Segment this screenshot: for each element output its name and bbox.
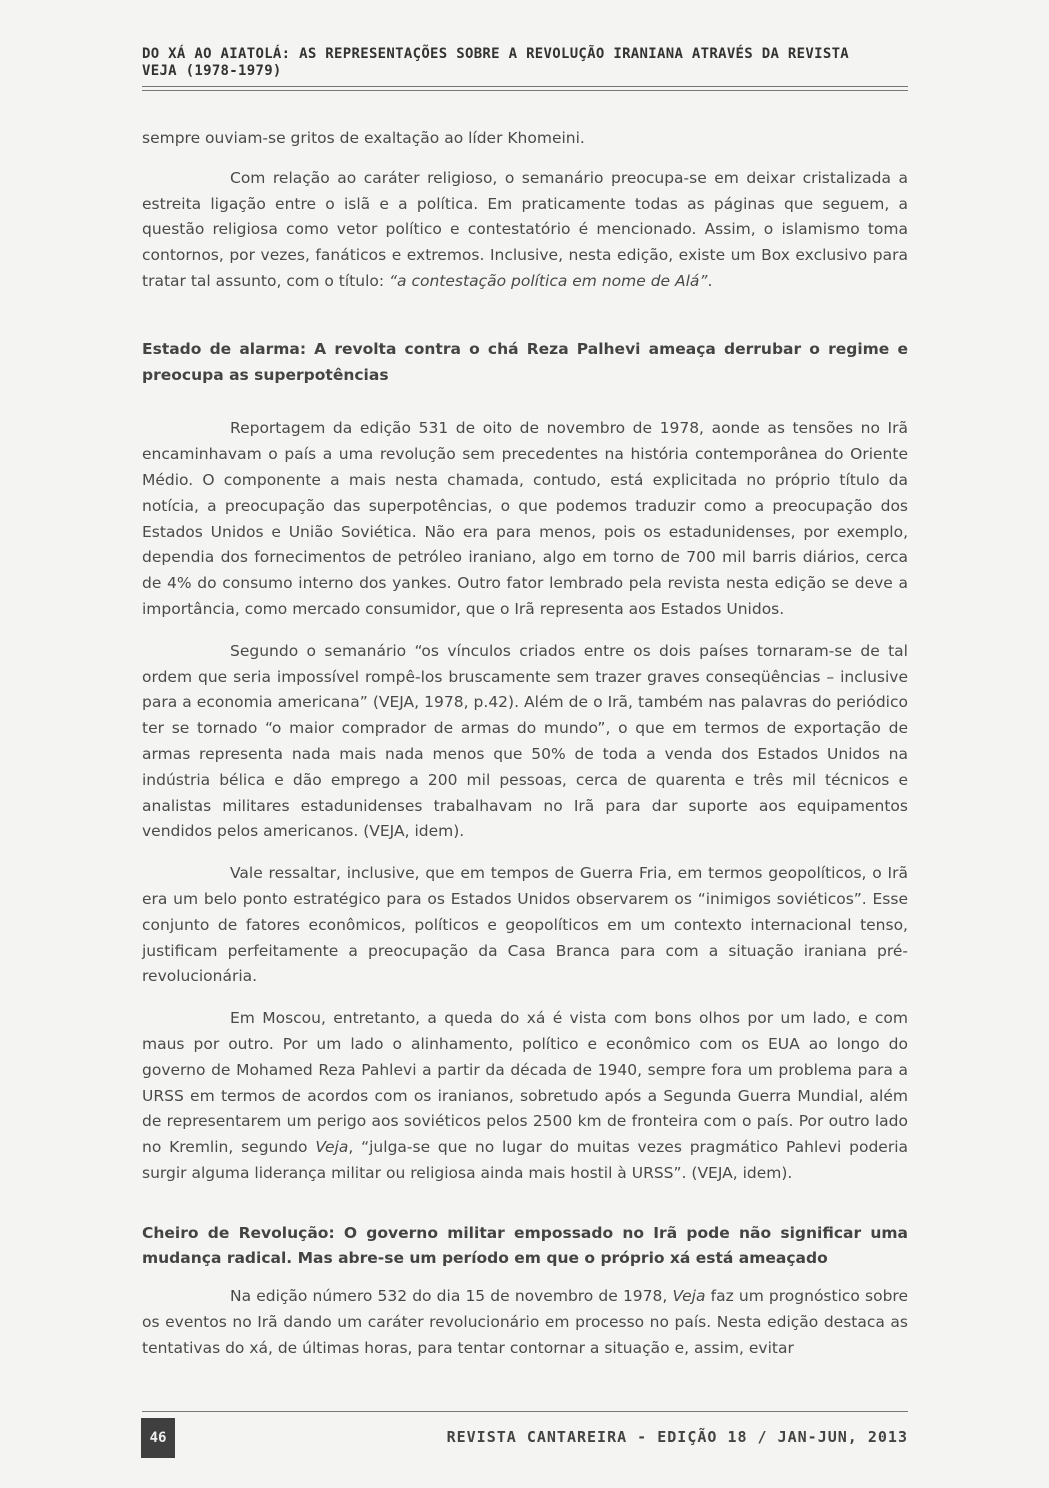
quoted-title: “a contestação política em nome de Alá”: [389, 271, 708, 290]
paragraph: Na edição número 532 do dia 15 de novembro de 1978, Veja faz um prognóstico sobre os eventos no Irã dando um caráter revolucionário em processo no país. Nesta edição destaca as tentativas do xá, de últimas horas, para tentar contornar a situação e, assim, evitar: [142, 1287, 908, 1357]
paragraph: Reportagem da edição 531 de oito de novembro de 1978, aonde as tensões no Irã encaminhavam o país a uma revolução sem precedentes na história contemporânea do Oriente Médio. O componente a mais nesta chamada, contudo, está explicitada no próprio título da notícia, a preocupação das superpotências, o que podemos traduzir como a preocupação dos Estados Unidos e União Soviética. Não era para menos, pois os estadunidenses, por exemplo, dependia dos fornecimentos de petróleo iraniano, algo em torno de 700 mil barris diários, cerca de 4% do consumo interno dos yankes. Outro fator lembrado pela revista nesta edição se deve a importância, como mercado consumidor, que o Irã representa aos Estados Unidos.: [142, 419, 908, 618]
section-heading: Estado de alarma: A revolta contra o chá Reza Palhevi ameaça derrubar o regime e preocupa as superpotências: [142, 339, 908, 384]
paragraph: Vale ressaltar, inclusive, que em tempos de Guerra Fria, em termos geopolíticos, o Irã era um belo ponto estratégico para os Estados Unidos observarem os “inimigos soviéticos”. Esse conjunto de fatores econômicos, políticos e geopolíticos em um contexto internacional tenso, justificam perfeitamente a preocupação da Casa Branca para com a situação iraniana pré-revolucionária.: [142, 864, 908, 986]
paragraph: sempre ouviam-se gritos de exaltação ao líder Khomeini.: [142, 129, 585, 147]
header-title-line1: DO XÁ AO AIATOLÁ: AS REPRESENTAÇÕES SOBRE A REVOLUÇÃO IRANIANA ATRAVÉS DA REVISTA: [142, 46, 850, 62]
journal-footer: REVISTA CANTAREIRA - EDIÇÃO 18 / JAN-JUN, 2013: [446, 1428, 908, 1446]
page-number: 46: [141, 1418, 175, 1458]
section-heading: Cheiro de Revolução: O governo militar empossado no Irã pode não significar uma mudança radical. Mas abre-se um período em que o próprio xá está ameaçado: [142, 1223, 908, 1268]
header-rule-bottom: [142, 90, 908, 91]
paragraph: Em Moscou, entretanto, a queda do xá é vista com bons olhos por um lado, e com maus por outro. Por um lado o alinhamento, político e econômico com os EUA ao longo do governo de Mohamed Reza Pahlevi a partir da década de 1940, sempre fora um problema para a URSS em termos de acordos com os iranianos, sobretudo após a Segunda Guerra Mundial, além de representarem um perigo aos soviéticos pelos 2500 km de fronteira com o país. Por outro lado no Kremlin, segundo Veja, “julga-se que no lugar do muitas vezes pragmático Pahlevi poderia surgir alguma liderança militar ou religiosa ainda mais hostil à URSS”. (VEJA, idem).: [142, 1009, 909, 1182]
header-rule-top: [142, 86, 908, 87]
article-body: [142, 126, 908, 1378]
running-header: [142, 46, 912, 80]
magazine-name: Veja: [672, 1287, 706, 1306]
footer-rule: [142, 1411, 908, 1412]
paragraph: Segundo o semanário “os vínculos criados entre os dois países tornaram-se de tal ordem que seria impossível rompê-los bruscamente sem trazer graves conseqüências – inclusive para a economia americana” (VEJA, 1978, p.42). Além de o Irã, também nas palavras do periódico ter se tornado “o maior comprador de armas do mundo”, o que em termos de exportação de armas representa nada mais nada menos que 50% de toda a venda dos Estados Unidos na indústria bélica e dão emprego a 200 mil pessoas, cerca de quarenta e três mil técnicos e analistas militares estadunidenses trabalhavam no Irã para dar suporte aos equipamentos vendidos pelos americanos. (VEJA, idem).: [142, 641, 908, 841]
magazine-name: Veja: [315, 1138, 349, 1157]
paragraph: Com relação ao caráter religioso, o semanário preocupa-se em deixar cristalizada a estreita ligação entre o islã e a política. Em praticamente todas as páginas que seguem, a questão religiosa como vetor político e contestatório é mencionado. Assim, o islamismo toma contornos, por vezes, fanáticos e extremos. Inclusive, nesta edição, existe um Box exclusivo para tratar tal assunto, com o título: “a contestação política em nome de Alá”.: [142, 168, 908, 290]
header-title-line2: VEJA (1978-1979): [142, 63, 282, 79]
